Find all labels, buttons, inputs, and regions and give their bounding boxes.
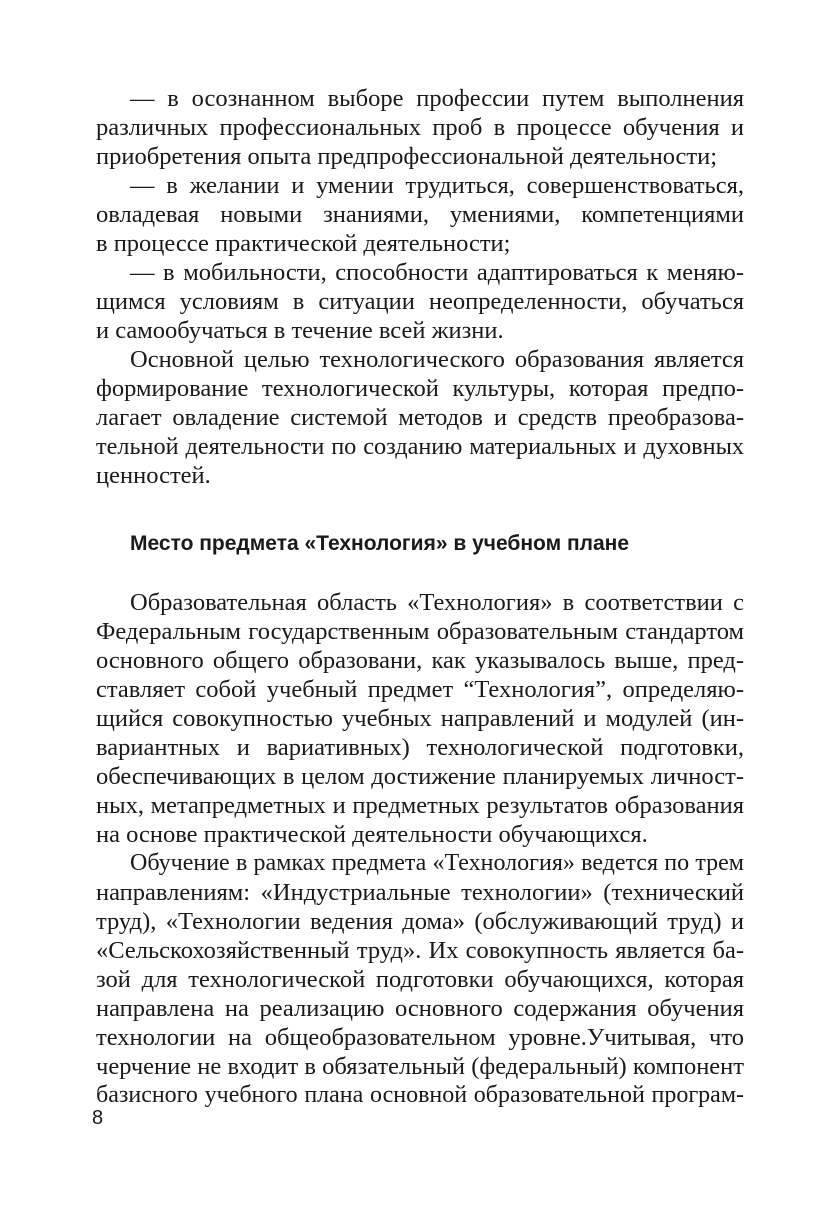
paragraph-line: базисного учебного плана основной образовательной програм- [96,1082,744,1108]
paragraph-line: вариантных и вариативных) технологической подготовки, [96,734,744,761]
paragraph-line: труд), «Технологии ведения дома» (обслуживающий труд) и [96,908,744,935]
paragraph-line: направлена на реализацию основного содержания обучения [96,995,744,1022]
paragraph-line: и самообучаться в течение всей жизни. [96,317,504,344]
page-number: 8 [92,1107,104,1129]
paragraph-line: приобретения опыта предпрофессиональной деятельности; [96,143,718,170]
paragraph-line: Обучение в рамках предмета «Технология» ведется по трем [130,850,744,876]
paragraph-line: направлениям: «Индустриальные технологии» (технический [96,879,744,906]
paragraph-line: формирование технологической культуры, которая предпо- [96,375,744,402]
paragraph-line: обеспечивающих в целом достижение планируемых личност- [96,763,744,790]
paragraph-line: различных профессиональных проб в процессе обучения и [96,114,744,141]
paragraph-line: — в мобильности, способности адаптироваться к меняю- [130,259,744,286]
paragraph-line: Федеральным государственным образовательным стандартом [96,618,744,645]
paragraph-line: — в осознанном выборе профессии путем выполнения [130,85,744,112]
paragraph-line: на основе практической деятельности обучающихся. [96,821,648,848]
page-content [96,84,744,1110]
paragraph-line: ных, метапредметных и предметных результатов образования [96,792,744,819]
paragraph-line: черчение не входит в обязательный (федеральный) компонент [96,1053,744,1080]
paragraph-line: лагает овладение системой методов и средств преобразова- [96,404,744,431]
paragraph-line: «Сельскохозяйственный труд». Их совокупность является ба- [96,937,744,964]
paragraph-line: овладевая новыми знаниями, умениями, компетенциями [96,201,744,228]
paragraph-line: — в желании и умении трудиться, совершенствоваться, [130,172,744,199]
paragraph-line: в процессе практической деятельности; [96,230,511,257]
paragraph-line: тельной деятельности по созданию материальных и духовных [96,433,744,460]
paragraph-line: основного общего образовани, как указывалось выше, пред- [96,647,744,674]
paragraph-line: щимся условиям в ситуации неопределенности, обучаться [96,288,744,315]
paragraph-line: Основной целью технологического образования является [130,346,744,373]
section-heading: Место предмета «Технология» в учебном плане [130,532,630,555]
paragraph-line: Образовательная область «Технология» в соответствии с [130,589,744,616]
paragraph-line: зой для технологической подготовки обучающихся, которая [96,966,744,993]
paragraph-line: ценностей. [96,462,211,489]
paragraph-line: ставляет собой учебный предмет “Технология”, определяю- [96,676,744,703]
paragraph-line: технологии на общеобразовательном уровне.Учитывая, что [96,1024,744,1051]
paragraph-line: щийся совокупностью учебных направлений и модулей (ин- [96,705,744,732]
